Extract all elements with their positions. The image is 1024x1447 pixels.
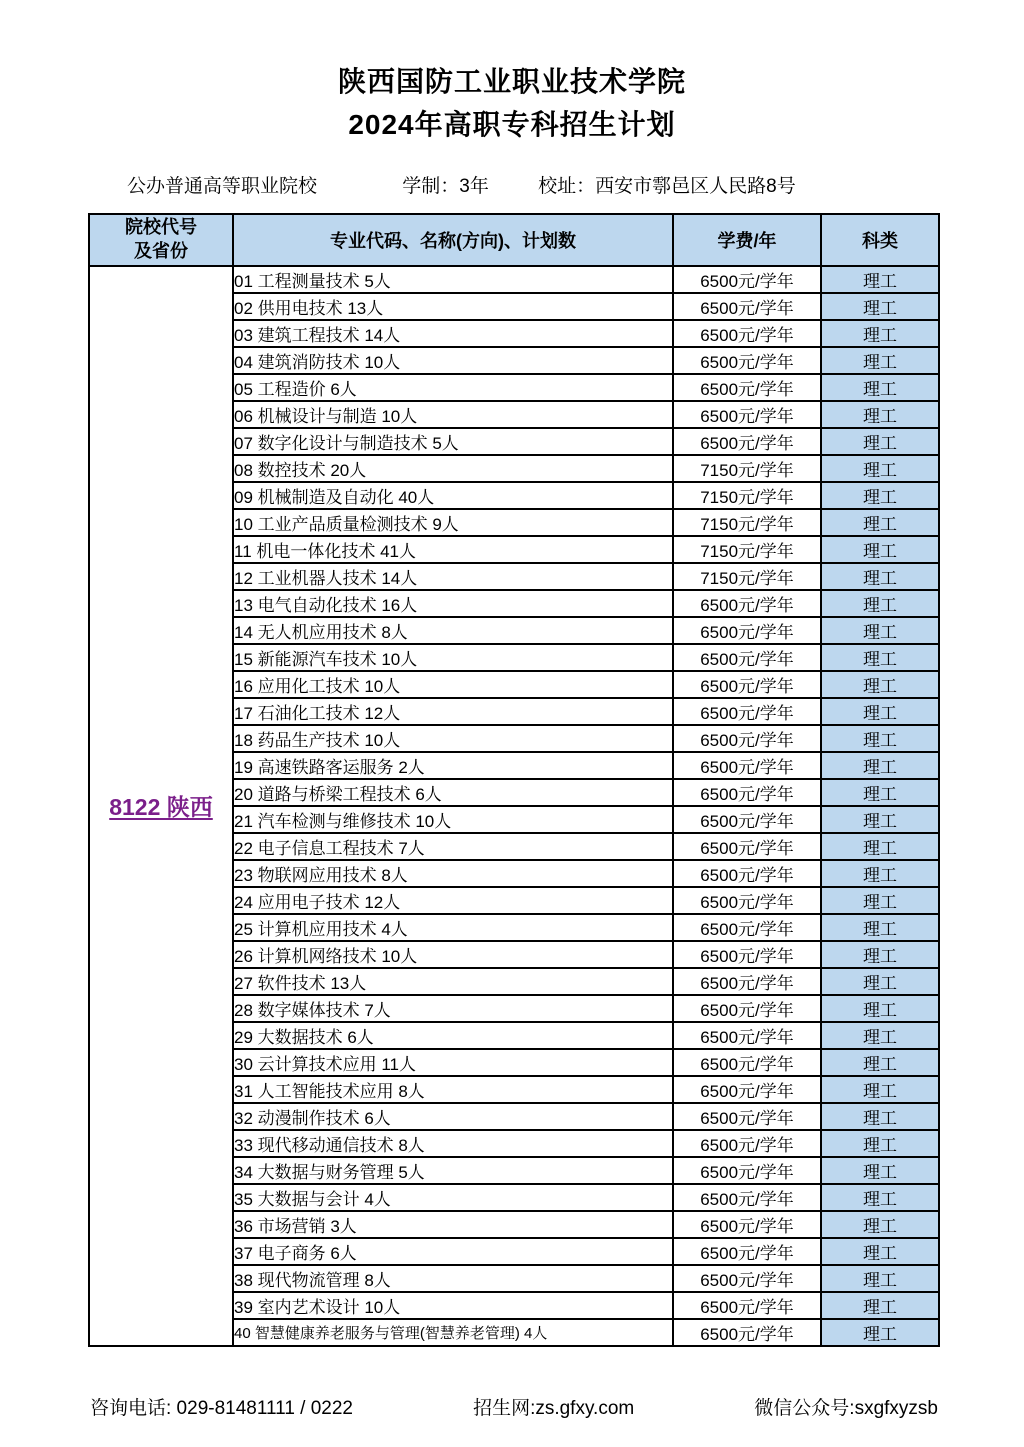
fee-cell: 6500元/学年 — [673, 698, 821, 725]
category-cell: 理工 — [821, 1238, 939, 1265]
category-cell: 理工 — [821, 644, 939, 671]
fee-cell: 6500元/学年 — [673, 347, 821, 374]
fee-cell: 6500元/学年 — [673, 1103, 821, 1130]
category-cell: 理工 — [821, 401, 939, 428]
fee-cell: 6500元/学年 — [673, 374, 821, 401]
study-duration-label: 学制：3年 — [402, 175, 489, 197]
category-cell: 理工 — [821, 752, 939, 779]
category-cell: 理工 — [821, 806, 939, 833]
category-cell: 理工 — [821, 1292, 939, 1319]
category-cell: 理工 — [821, 1130, 939, 1157]
major-cell: 04 建筑消防技术 10人 — [233, 347, 673, 374]
category-cell: 理工 — [821, 428, 939, 455]
fee-cell: 6500元/学年 — [673, 914, 821, 941]
school-type-label: 公办普通高等职业院校 — [127, 175, 318, 197]
fee-cell: 6500元/学年 — [673, 1292, 821, 1319]
fee-cell: 6500元/学年 — [673, 1184, 821, 1211]
fee-cell: 7150元/学年 — [673, 455, 821, 482]
fee-cell: 7150元/学年 — [673, 563, 821, 590]
major-cell: 40 智慧健康养老服务与管理(智慧养老管理) 4人 — [233, 1319, 673, 1346]
category-cell: 理工 — [821, 995, 939, 1022]
category-cell: 理工 — [821, 1022, 939, 1049]
fee-cell: 6500元/学年 — [673, 833, 821, 860]
fee-cell: 6500元/学年 — [673, 293, 821, 320]
header-category-column: 科类 — [821, 214, 939, 266]
category-cell: 理工 — [821, 1049, 939, 1076]
header-school-code-line2: 及省份 — [134, 240, 188, 261]
fee-cell: 6500元/学年 — [673, 320, 821, 347]
fee-cell: 6500元/学年 — [673, 1022, 821, 1049]
fee-cell: 6500元/学年 — [673, 806, 821, 833]
major-cell: 30 云计算技术应用 11人 — [233, 1049, 673, 1076]
document-footer — [90, 1393, 938, 1420]
major-cell: 06 机械设计与制造 10人 — [233, 401, 673, 428]
major-cell: 16 应用化工技术 10人 — [233, 671, 673, 698]
major-cell: 33 现代移动通信技术 8人 — [233, 1130, 673, 1157]
major-cell: 08 数控技术 20人 — [233, 455, 673, 482]
category-cell: 理工 — [821, 1076, 939, 1103]
school-info-line — [127, 171, 1024, 198]
enrollment-plan-table — [88, 213, 940, 1347]
fee-cell: 6500元/学年 — [673, 1157, 821, 1184]
fee-cell: 7150元/学年 — [673, 536, 821, 563]
category-cell: 理工 — [821, 725, 939, 752]
major-cell: 24 应用电子技术 12人 — [233, 887, 673, 914]
admissions-website-label: 招生网:zs.gfxy.com — [473, 1398, 635, 1419]
header-major-column: 专业代码、名称(方向)、计划数 — [233, 214, 673, 266]
fee-cell: 6500元/学年 — [673, 1076, 821, 1103]
fee-cell: 6500元/学年 — [673, 590, 821, 617]
major-cell: 36 市场营销 3人 — [233, 1211, 673, 1238]
major-cell: 27 软件技术 13人 — [233, 968, 673, 995]
category-cell: 理工 — [821, 698, 939, 725]
major-cell: 35 大数据与会计 4人 — [233, 1184, 673, 1211]
fee-cell: 6500元/学年 — [673, 1130, 821, 1157]
category-cell: 理工 — [821, 833, 939, 860]
major-cell: 38 现代物流管理 8人 — [233, 1265, 673, 1292]
category-cell: 理工 — [821, 1211, 939, 1238]
table-body — [89, 266, 939, 1346]
major-cell: 25 计算机应用技术 4人 — [233, 914, 673, 941]
major-cell: 28 数字媒体技术 7人 — [233, 995, 673, 1022]
category-cell: 理工 — [821, 563, 939, 590]
school-code-link: 8122 陕西 — [109, 794, 213, 821]
category-cell: 理工 — [821, 293, 939, 320]
category-cell: 理工 — [821, 968, 939, 995]
page-title-line2: 2024年高职专科招生计划 — [348, 109, 676, 141]
major-cell: 17 石油化工技术 12人 — [233, 698, 673, 725]
category-cell: 理工 — [821, 320, 939, 347]
category-cell: 理工 — [821, 509, 939, 536]
fee-cell: 6500元/学年 — [673, 725, 821, 752]
fee-cell: 6500元/学年 — [673, 401, 821, 428]
school-code-cell — [89, 266, 233, 1346]
major-cell: 12 工业机器人技术 14人 — [233, 563, 673, 590]
category-cell: 理工 — [821, 671, 939, 698]
fee-cell: 6500元/学年 — [673, 671, 821, 698]
header-fee-column: 学费/年 — [673, 214, 821, 266]
header-school-code-line1: 院校代号 — [125, 217, 197, 238]
major-cell: 03 建筑工程技术 14人 — [233, 320, 673, 347]
school-address-label: 校址：西安市鄠邑区人民路8号 — [538, 175, 796, 197]
major-cell: 22 电子信息工程技术 7人 — [233, 833, 673, 860]
fee-cell: 6500元/学年 — [673, 752, 821, 779]
major-cell: 09 机械制造及自动化 40人 — [233, 482, 673, 509]
major-cell: 21 汽车检测与维修技术 10人 — [233, 806, 673, 833]
table-header-row — [89, 214, 939, 266]
major-cell: 18 药品生产技术 10人 — [233, 725, 673, 752]
major-cell: 37 电子商务 6人 — [233, 1238, 673, 1265]
major-cell: 15 新能源汽车技术 10人 — [233, 644, 673, 671]
fee-cell: 6500元/学年 — [673, 1238, 821, 1265]
category-cell: 理工 — [821, 1319, 939, 1346]
category-cell: 理工 — [821, 617, 939, 644]
fee-cell: 6500元/学年 — [673, 428, 821, 455]
category-cell: 理工 — [821, 536, 939, 563]
category-cell: 理工 — [821, 779, 939, 806]
category-cell: 理工 — [821, 1157, 939, 1184]
table-row — [89, 266, 939, 293]
category-cell: 理工 — [821, 941, 939, 968]
fee-cell: 6500元/学年 — [673, 644, 821, 671]
header-school-code-column — [89, 214, 233, 266]
page-title-line1: 陕西国防工业职业技术学院 — [337, 66, 686, 97]
fee-cell: 6500元/学年 — [673, 266, 821, 293]
major-cell: 29 大数据技术 6人 — [233, 1022, 673, 1049]
category-cell: 理工 — [821, 455, 939, 482]
category-cell: 理工 — [821, 374, 939, 401]
category-cell: 理工 — [821, 1265, 939, 1292]
major-cell: 13 电气自动化技术 16人 — [233, 590, 673, 617]
fee-cell: 6500元/学年 — [673, 779, 821, 806]
major-cell: 31 人工智能技术应用 8人 — [233, 1076, 673, 1103]
category-cell: 理工 — [821, 887, 939, 914]
category-cell: 理工 — [821, 1103, 939, 1130]
major-cell: 19 高速铁路客运服务 2人 — [233, 752, 673, 779]
fee-cell: 6500元/学年 — [673, 1319, 821, 1346]
category-cell: 理工 — [821, 347, 939, 374]
major-cell: 05 工程造价 6人 — [233, 374, 673, 401]
fee-cell: 6500元/学年 — [673, 941, 821, 968]
fee-cell: 6500元/学年 — [673, 995, 821, 1022]
category-cell: 理工 — [821, 266, 939, 293]
category-cell: 理工 — [821, 1184, 939, 1211]
contact-phone-label: 咨询电话: 029-81481111 / 0222 — [90, 1398, 353, 1419]
major-cell: 23 物联网应用技术 8人 — [233, 860, 673, 887]
major-cell: 07 数字化设计与制造技术 5人 — [233, 428, 673, 455]
category-cell: 理工 — [821, 860, 939, 887]
fee-cell: 6500元/学年 — [673, 887, 821, 914]
fee-cell: 6500元/学年 — [673, 860, 821, 887]
major-cell: 34 大数据与财务管理 5人 — [233, 1157, 673, 1184]
fee-cell: 7150元/学年 — [673, 509, 821, 536]
category-cell: 理工 — [821, 914, 939, 941]
major-cell: 11 机电一体化技术 41人 — [233, 536, 673, 563]
major-cell: 32 动漫制作技术 6人 — [233, 1103, 673, 1130]
document-header — [0, 0, 1024, 147]
fee-cell: 6500元/学年 — [673, 968, 821, 995]
fee-cell: 6500元/学年 — [673, 617, 821, 644]
major-cell: 01 工程测量技术 5人 — [233, 266, 673, 293]
category-cell: 理工 — [821, 590, 939, 617]
fee-cell: 6500元/学年 — [673, 1211, 821, 1238]
category-cell: 理工 — [821, 482, 939, 509]
wechat-account-label: 微信公众号:sxgfxyzsb — [754, 1398, 938, 1419]
fee-cell: 6500元/学年 — [673, 1265, 821, 1292]
major-cell: 14 无人机应用技术 8人 — [233, 617, 673, 644]
major-cell: 10 工业产品质量检测技术 9人 — [233, 509, 673, 536]
major-cell: 20 道路与桥梁工程技术 6人 — [233, 779, 673, 806]
major-cell: 02 供用电技术 13人 — [233, 293, 673, 320]
major-cell: 26 计算机网络技术 10人 — [233, 941, 673, 968]
fee-cell: 6500元/学年 — [673, 1049, 821, 1076]
major-cell: 39 室内艺术设计 10人 — [233, 1292, 673, 1319]
fee-cell: 7150元/学年 — [673, 482, 821, 509]
